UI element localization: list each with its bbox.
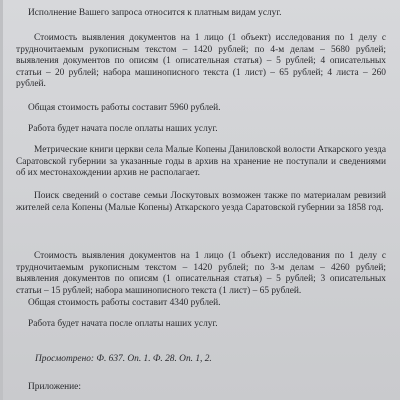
total-cost-1: Общая стоимость работы составит 5960 рублей. [28,103,221,113]
work-start-note-2: Работа будет начата после оплаты наших услуг. [28,319,218,329]
family-search-paragraph: Поиск сведений о составе семьи Лоскутовых возможен также по материалам ревизий жителей села Копены (Малые Копены) Аткарского уезда Саратовской губернии за 1858 год. [16,191,386,213]
intro-text: Исполнение Вашего запроса относится к платным видам услуг. [28,8,282,18]
total-cost-2: Общая стоимость работы составит 4340 рублей. [28,298,221,308]
viewed-archive-reference: Просмотрено: Ф. 637. Оп. 1. Ф. 28. Оп. 1, 2. [35,354,212,364]
appendix-label: Приложение: [28,382,81,392]
page-edge-shadow [0,0,3,400]
cost-estimate-paragraph-1: Стоимость выявления документов на 1 лицо (1 объект) исследования по 1 делу с трудночитаемым рукописным текстом – 1420 рублей; по 4-м делам – 5680 рублей; выявления документов по описям (1 описательная статья) – 5 рублей; 4 описательных статьи – 20 рублей; набора машинописного текста (1 лист) – 65 рублей; 4 листа – 260 рублей. [16,33,386,90]
work-start-note-1: Работа будет начата после оплаты наших услуг. [28,124,218,134]
metric-books-paragraph: Метрические книги церкви села Малые Копены Даниловской волости Аткарского уезда Саратовской губернии за указанные годы в архив на хранение не поступали и сведениями об их местонахождении архив не располагает. [16,145,386,179]
cost-estimate-paragraph-2: Стоимость выявления документов на 1 лицо (1 объект) исследования по 1 делу с трудночитаемым рукописным текстом – 1420 рублей; по 3-м делам – 4260 рублей; выявления документов по описям (1 описательная статья) – 5 рублей; 3 описательных статьи – 15 рублей; набора машинописного текста (1 лист) – 65 рублей. [16,251,386,296]
